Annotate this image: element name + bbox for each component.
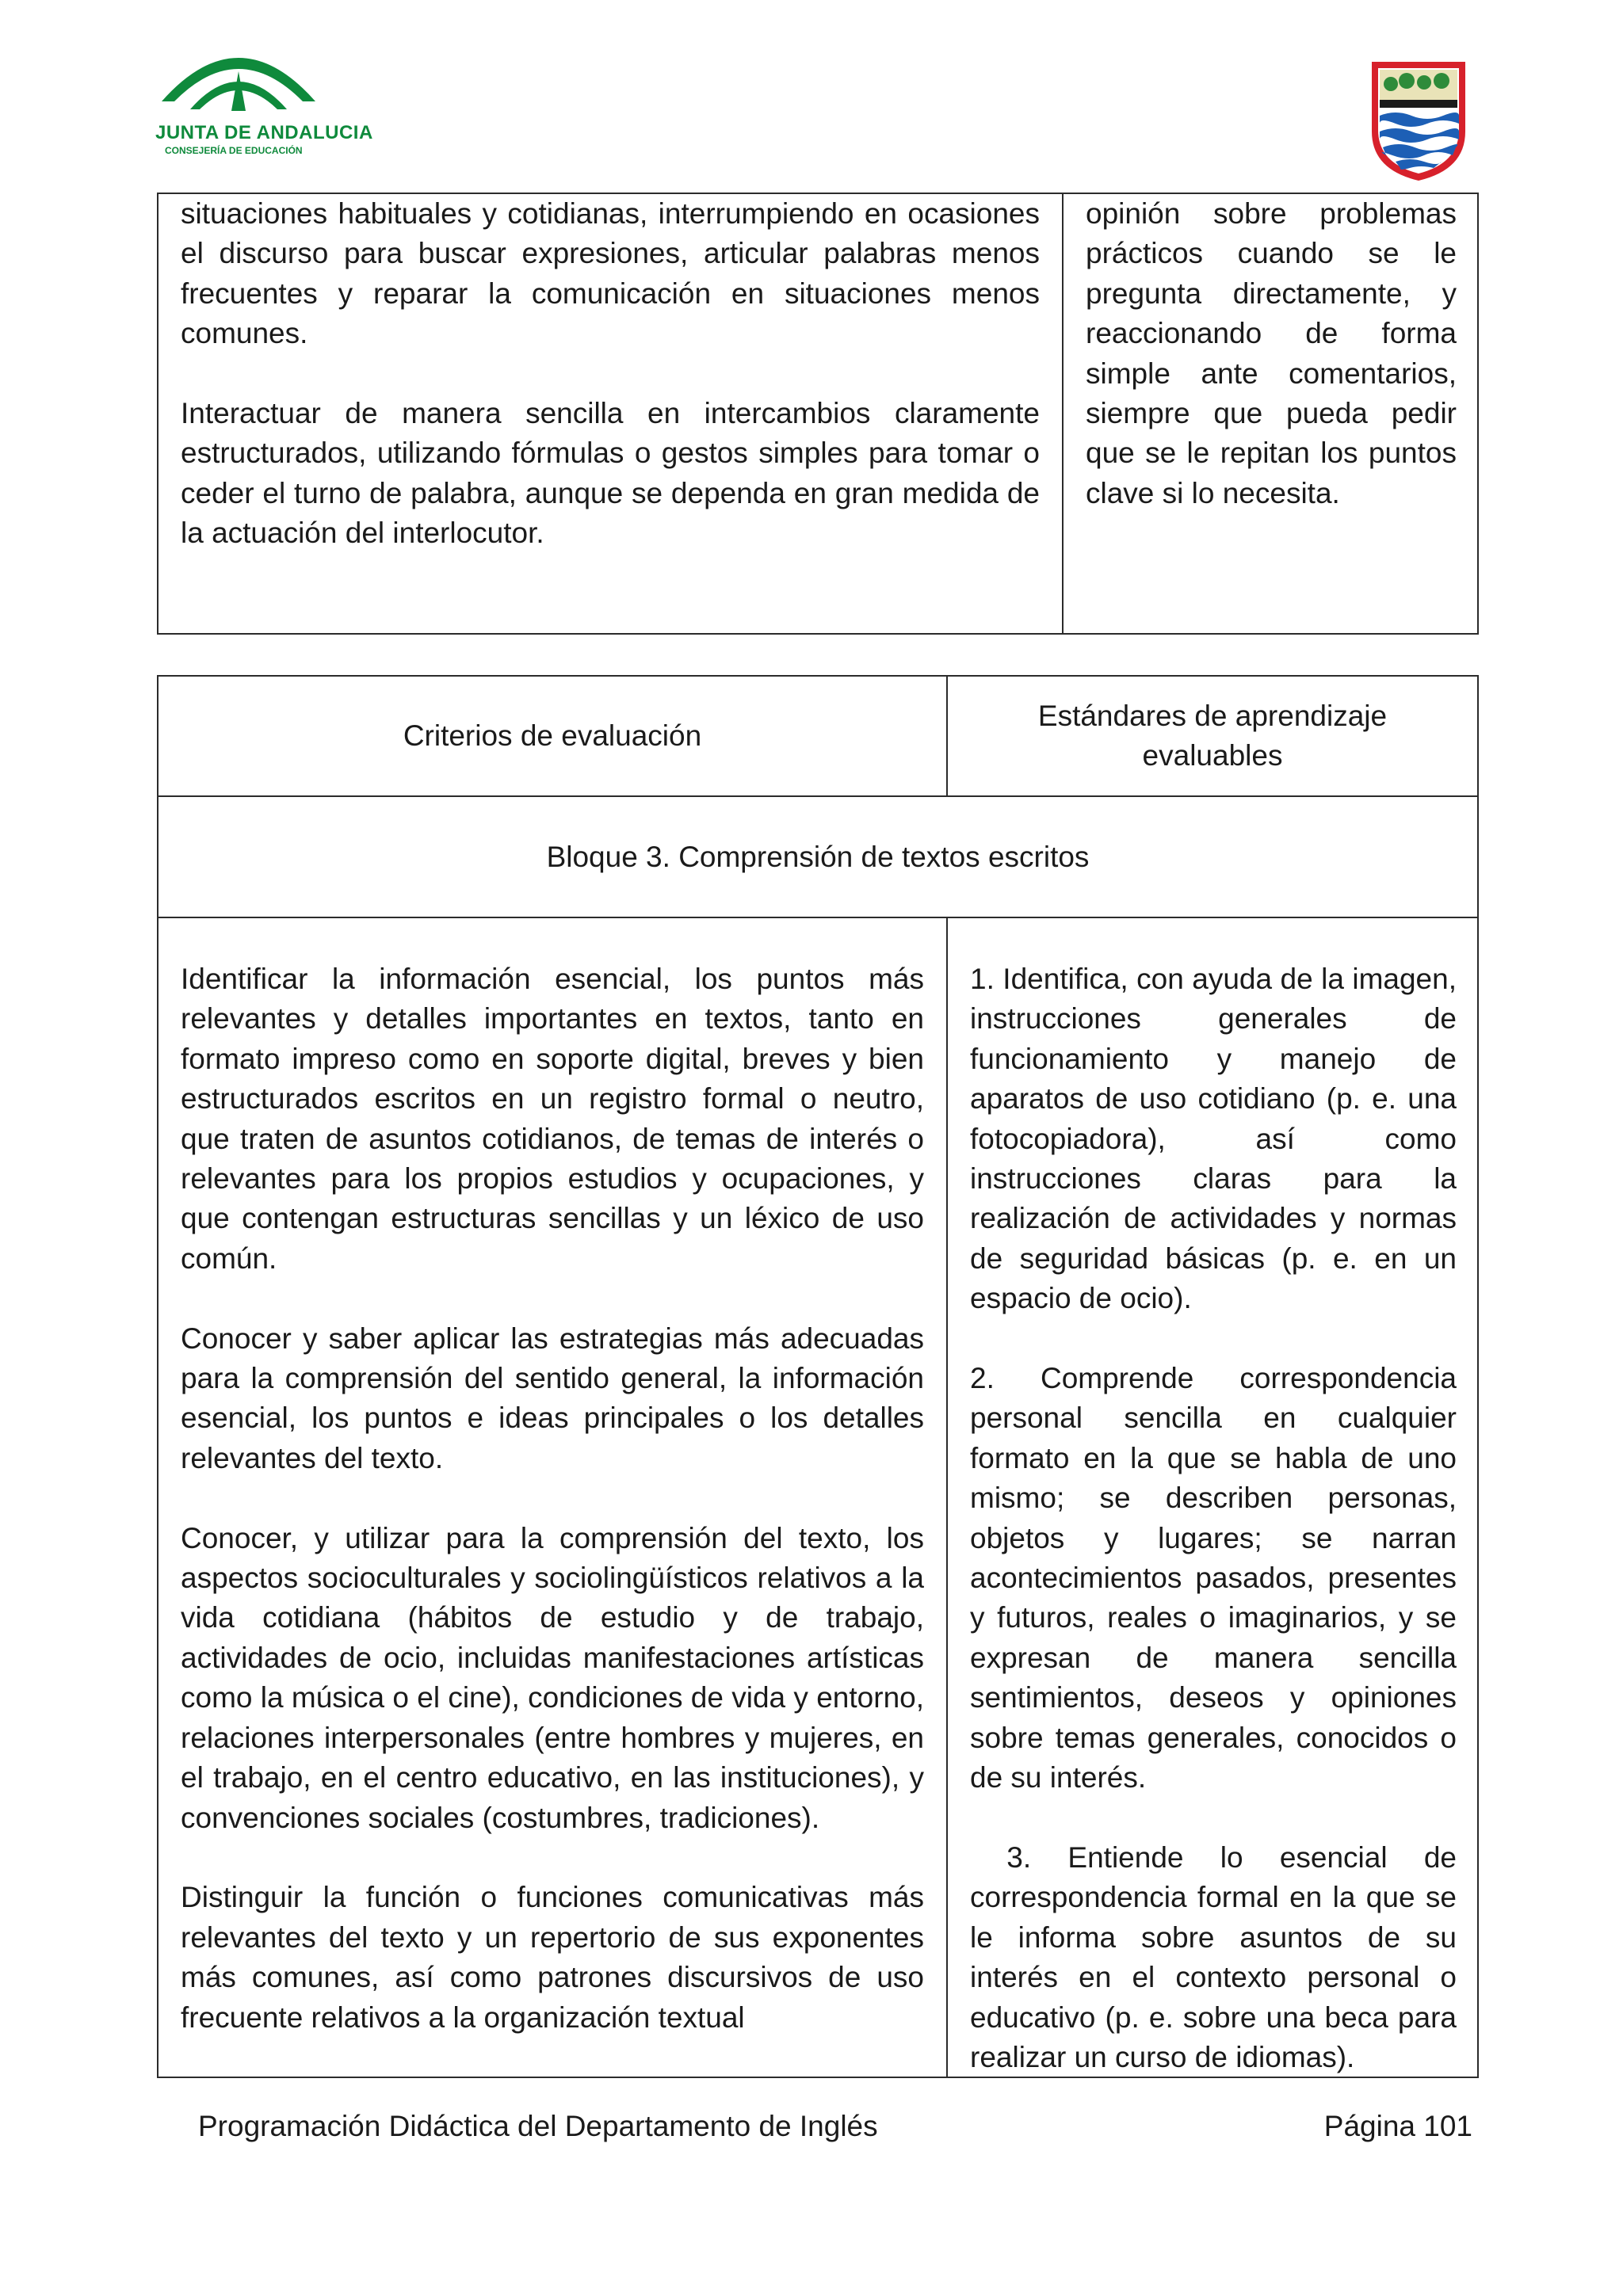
- criteria-header: Criterios de evaluación: [158, 676, 947, 796]
- continuation-criteria-paragraph: situaciones habituales y cotidianas, interrumpiendo en ocasiones el discurso para buscar expresiones, articular palabras menos frecuentes y reparar la comunicación en situaciones menos comunes.: [181, 197, 1040, 350]
- standard-paragraph: 1. Identifica, con ayuda de la imagen, instrucciones generales de funcionamiento y manejo de aparatos de uso cotidiano (p. e. una fotocopiadora), así como instrucciones claras para la realización de actividades y normas de seguridad básicas (p. e. en un espacio de ocio).: [970, 963, 1457, 1315]
- standard-paragraph: 3. Entiende lo esencial de correspondencia formal en la que se le informa sobre asuntos de su interés en el contexto personal o educativo (p. e. sobre una beca para realizar un curso de idiomas).: [970, 1840, 1465, 2073]
- continuation-criteria-cell: [158, 193, 1063, 634]
- continuation-standards-paragraph: opinión sobre problemas prácticos cuando se le pregunta directamente, y reaccionando de forma simple ante comentarios, siempre que pueda pedir que se le repitan los puntos clave si lo necesita.: [1086, 197, 1457, 509]
- standards-cell: [947, 917, 1478, 2077]
- criteria-cell: [158, 917, 947, 2077]
- block-title: Bloque 3. Comprensión de textos escritos: [158, 796, 1478, 917]
- criterion-paragraph: Conocer, y utilizar para la comprensión del texto, los aspectos socioculturales y sociolingüísticos relativos a la vida cotidiana (hábitos de estudio y de trabajo, actividades de ocio, incluidas manifestaciones artísticas como la música o el cine), condiciones de vida y entorno, relaciones interpersonales (entre hombres y mujeres, en el trabajo, en el centro educativo, en las instituciones), y convenciones sociales (costumbres, tradiciones).: [181, 1521, 924, 1834]
- footer-page-number: Página 101: [1323, 2110, 1472, 2142]
- school-crest-icon: [1369, 59, 1468, 186]
- continuation-criteria-paragraph: Interactuar de manera sencilla en intercambios claramente estructurados, utilizando fórmulas o gestos simples para tomar o ceder el turno de palabra, aunque se dependa en gran medida de la actuación del interlocutor.: [181, 397, 1040, 550]
- standards-header: [947, 676, 1478, 796]
- junta-andalucia-emblem-icon: [155, 22, 322, 125]
- continuation-standards-cell: [1063, 193, 1478, 634]
- standard-paragraph: 2. Comprende correspondencia personal sencilla en cualquier formato en la que se habla de uno mismo; se describen personas, objetos y lugares; se narran acontecimientos pasados, presentes y futuros, reales o imaginarios, y se expresan de manera sencilla sentimientos, deseos y opiniones sobre temas generales, conocidos o de su interés.: [970, 1362, 1457, 1794]
- evaluation-table: [157, 675, 1479, 2078]
- standards-header-label: Estándares de aprendizaje evaluables: [1037, 700, 1388, 772]
- continuation-table: [157, 193, 1479, 635]
- criterion-paragraph: Distinguir la función o funciones comunicativas más relevantes del texto y un repertorio de sus exponentes más comunes, así como patrones discursivos de uso frecuente relativos a la organización textual: [181, 1881, 924, 2034]
- criterion-paragraph: Identificar la información esencial, los puntos más relevantes y detalles importantes en textos, tanto en formato impreso como en soporte digital, breves y bien estructurados escritos en un registro formal o neutro, que traten de asuntos cotidianos, de temas de interés o relevantes para los propios estudios y ocupaciones, y que contengan estructuras sencillas y un léxico de uso común.: [181, 963, 924, 1275]
- criterion-paragraph: Conocer y saber aplicar las estrategias más adecuadas para la comprensión del sentido general, la información esencial, los puntos e ideas principales o los detalles relevantes del texto.: [181, 1322, 924, 1474]
- logo-subtitle: CONSEJERÍA DE EDUCACIÓN: [165, 145, 303, 156]
- footer-document-title: Programación Didáctica del Departamento de Inglés: [198, 2110, 878, 2142]
- junta-andalucia-logo: [152, 22, 373, 165]
- logo-title: JUNTA DE ANDALUCIA: [155, 122, 373, 143]
